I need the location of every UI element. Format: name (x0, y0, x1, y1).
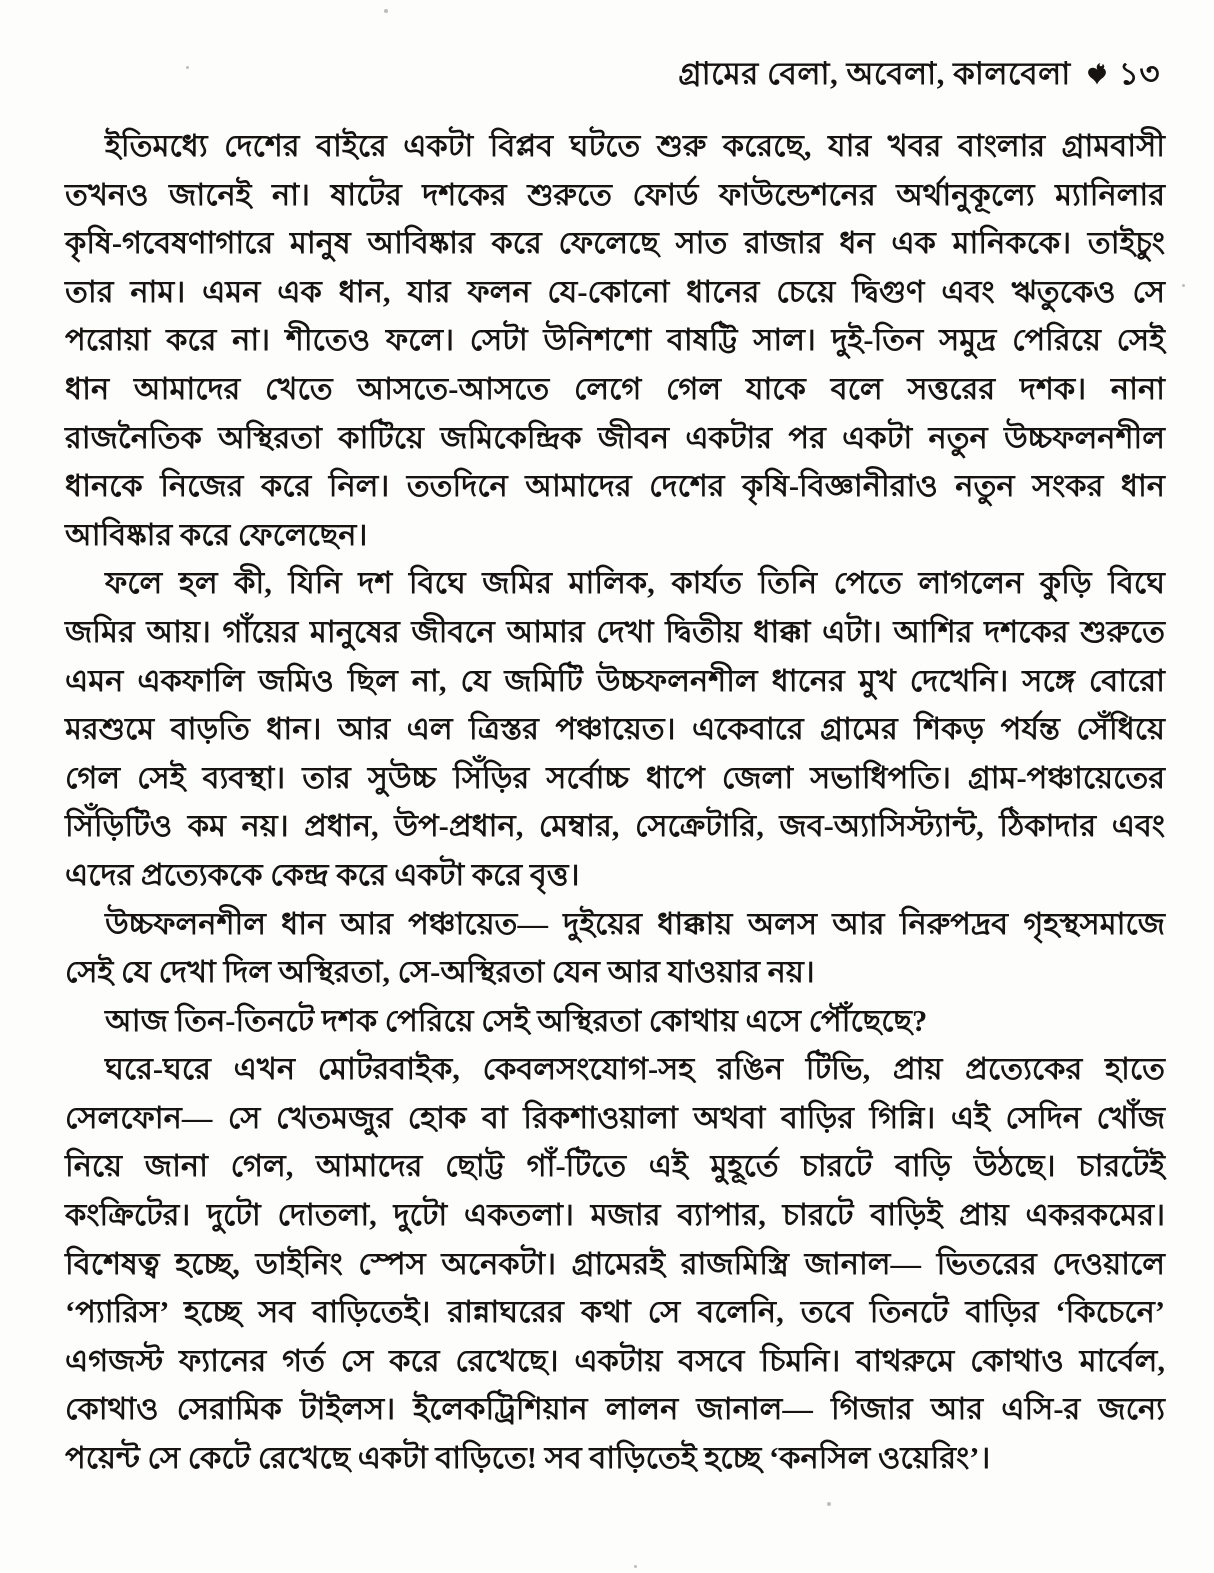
text-line: আবিষ্কার করে ফেলেছেন। (65, 517, 368, 552)
text-line: ইতিমধ্যে দেশের বাইরে একটা বিপ্লব ঘটতে শুরু করেছে, যার খবর বাংলার গ্রামবাসী (105, 129, 1165, 163)
text-line: তার নাম। এমন এক ধান, যার ফলন যে-কোনো ধানের চেয়ে দ্বিগুণ এবং ঋতুকেও সে (65, 274, 1165, 309)
paragraph (65, 122, 1165, 559)
text-line: গেল সেই ব্যবস্থা। তার সুউচ্চ সিঁড়ির সর্বোচ্চ ধাপে জেলা সভাধিপতি। গ্রাম-পঞ্চায়েতের (65, 760, 1165, 795)
text-line: তখনও জানেই না। ষাটের দশকের শুরুতে ফোর্ড ফাউন্ডেশনের অর্থানুকূল্যে ম্যানিলার (65, 177, 1165, 212)
text-line: মরশুমে বাড়তি ধান। আর এল ত্রিস্তর পঞ্চায়েত। একেবারে গ্রামের শিকড় পর্যন্ত সেঁধিয়ে (65, 712, 1165, 747)
text-line: রাজনৈতিক অস্থিরতা কাটিয়ে জমিকেন্দ্রিক জীবন একটার পর একটা নতুন উচ্চফলনশীল (65, 420, 1165, 455)
text-line: কংক্রিটের। দুটো দোতলা, দুটো একতলা। মজার ব্যাপার, চারটে বাড়িই প্রায় একরকমের। (65, 1198, 1165, 1233)
text-line: বিশেষত্ব হচ্ছে, ডাইনিং স্পেস অনেকটা। গ্রামেরই রাজমিস্ত্রি জানাল— ভিতরের দেওয়ালে (65, 1246, 1165, 1281)
text-line: জমির আয়। গাঁয়ের মানুষের জীবনে আমার দেখা দ্বিতীয় ধাক্কা এটা। আশির দশকের শুরুতে (65, 614, 1165, 649)
text-line: সেলফোন— সে খেতমজুর হোক বা রিকশাওয়ালা অথবা বাড়ির গিন্নি। এই সেদিন খোঁজ (65, 1100, 1165, 1135)
floral-heart-icon (1085, 61, 1109, 87)
text-line: এগজস্ট ফ্যানের গর্ত সে করে রেখেছে। একটায় বসবে চিমনি। বাথরুমে কোথাও মার্বেল, (65, 1343, 1165, 1378)
text-line: ফলে হল কী, যিনি দশ বিঘে জমির মালিক, কার্যত তিনি পেতে লাগলেন কুড়ি বিঘে (105, 566, 1165, 601)
paragraph (65, 900, 1165, 997)
page-number: ১৩ (1118, 56, 1160, 91)
text-line: উচ্চফলনশীল ধান আর পঞ্চায়েত— দুইয়ের ধাক্কায় অলস আর নিরুপদ্রব গৃহস্থসমাজে (105, 906, 1165, 941)
text-line: কোথাও সেরামিক টাইলস। ইলেকট্রিশিয়ান লালন জানাল— গিজার আর এসি-র জন্যে (65, 1392, 1165, 1427)
text-line: এমন একফালি জমিও ছিল না, যে জমিটি উচ্চফলনশীল ধানের মুখ দেখেনি। সঙ্গে বোরো (65, 663, 1165, 698)
running-title: গ্রামের বেলা, অবেলা, কালবেলা (678, 56, 1071, 91)
scan-speck (1182, 284, 1185, 287)
text-line: এদের প্রত্যেককে কেন্দ্র করে একটা করে বৃত্ত। (65, 857, 580, 892)
text-line: পয়েন্ট সে কেটে রেখেছে একটা বাড়িতে! সব বাড়িতেই হচ্ছে ‘কনসিল ওয়েরিং’। (65, 1441, 991, 1476)
text-line: সেই যে দেখা দিল অস্থিরতা, সে-অস্থিরতা যেন আর যাওয়ার নয়। (65, 955, 815, 990)
paragraph (65, 997, 1165, 1046)
scan-speck (186, 66, 189, 69)
text-line: নিয়ে জানা গেল, আমাদের ছোট্ট গাঁ-টিতে এই মুহূর্তে চারটে বাড়ি উঠছে। চারটেই (65, 1149, 1165, 1184)
text-line: আজ তিন-তিনটে দশক পেরিয়ে সেই অস্থিরতা কোথায় এসে পৌঁছেছে? (105, 1003, 928, 1038)
page-header (65, 50, 1160, 102)
paragraph (65, 1045, 1165, 1482)
text-line: পরোয়া করে না। শীতেও ফলে। সেটা উনিশশো বাষট্টি সাল। দুই-তিন সমুদ্র পেরিয়ে সেই (65, 323, 1165, 358)
text-line: ঘরে-ঘরে এখন মোটরবাইক, কেবলসংযোগ-সহ রঙিন টিভি, প্রায় প্রত্যেকের হাতে (105, 1052, 1165, 1087)
text-line: কৃষি-গবেষণাগারে মানুষ আবিষ্কার করে ফেলেছে সাত রাজার ধন এক মানিককে। তাইচুং (65, 226, 1165, 261)
text-block (65, 122, 1165, 1483)
text-line: ‘প্যারিস’ হচ্ছে সব বাড়িতেই। রান্নাঘরের কথা সে বলেনি, তবে তিনটে বাড়ির ‘কিচেনে’ (65, 1295, 1165, 1330)
scan-speck (634, 1565, 637, 1568)
text-line: ধানকে নিজের করে নিল। ততদিনে আমাদের দেশের কৃষি-বিজ্ঞানীরাও নতুন সংকর ধান (65, 469, 1165, 504)
text-line: ধান আমাদের খেতে আসতে-আসতে লেগে গেল যাকে বলে সত্তরের দশক। নানা (65, 371, 1165, 406)
scan-speck (827, 1502, 831, 1506)
text-line: সিঁড়িটিও কম নয়। প্রধান, উপ-প্রধান, মেম্বার, সেক্রেটারি, জব-অ্যাসিস্ট্যান্ট, ঠিকাদার এবং (65, 809, 1165, 844)
paragraph (65, 559, 1165, 899)
scan-speck (384, 9, 388, 13)
